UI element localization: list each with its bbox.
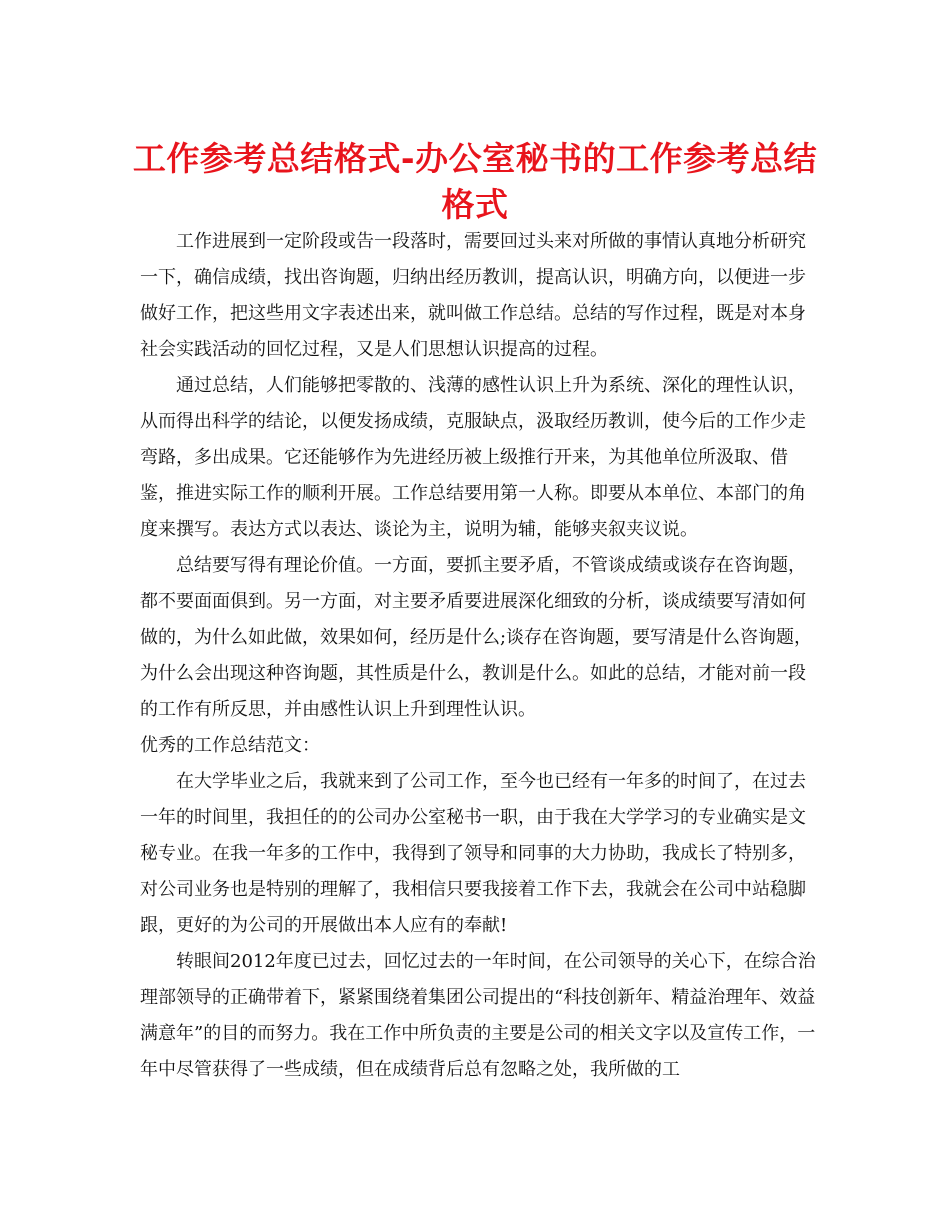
paragraph-3: 总结要写得有理论价值。一方面，要抓主要矛盾，不管谈成绩或谈存在咨询题，都不要面面俱到。另一方面，对主要矛盾要进展深化细致的分析，谈成绩要写清如何做的，为什么如此做，效果如何，经历是什么;谈存在咨询题，要写清是什么咨询题，为什么会出现这种咨询题，其性质是什么，教训是什么。如此的总结，才能对前一段的工作有所反思，并由感性认识上升到理性认识。 <box>140 555 813 720</box>
paragraph-5: 转眼间2012年度已过去，回忆过去的一年时间，在公司领导的关心下，在综合治理部领导的正确带着下，紧紧围绕着集团公司提出的“科技创新年、精益治理年、效益满意年”的目的而努力。我在工作中所负责的主要是公司的相关文字以及宣传工作，一年中尽管获得了一些成绩，但在成绩背后总有忽略之处，我所做的工 <box>140 951 816 1080</box>
section-heading: 优秀的工作总结范文： <box>140 735 320 756</box>
document-body <box>140 224 818 1088</box>
document-title: 工作参考总结格式-办公室秘书的工作参考总结格式 <box>132 139 818 224</box>
paragraph-1: 工作进展到一定阶段或告一段落时，需要回过头来对所做的事情认真地分析研究一下，确信成绩，找出咨询题，归纳出经历教训，提高认识，明确方向，以便进一步做好工作，把这些用文字表述出来，就叫做工作总结。总结的写作过程，既是对本身社会实践活动的回忆过程，又是人们思想认识提高的过程。 <box>140 231 806 360</box>
paragraph-2: 通过总结，人们能够把零散的、浅薄的感性认识上升为系统、深化的理性认识，从而得出科学的结论，以便发扬成绩，克服缺点，汲取经历教训，使今后的工作少走弯路，多出成果。它还能够作为先进经历被上级推行开来，为其他单位所汲取、借鉴，推进实际工作的顺利开展。工作总结要用第一人称。即要从本单位、本部门的角度来撰写。表达方式以表达、谈论为主，说明为辅，能够夹叙夹议说。 <box>140 375 806 540</box>
paragraph-4: 在大学毕业之后，我就来到了公司工作，至今也已经有一年多的时间了，在过去一年的时间里，我担任的的公司办公室秘书一职，由于我在大学学习的专业确实是文秘专业。在我一年多的工作中，我得到了领导和同事的大力协助，我成长了特别多，对公司业务也是特别的理解了，我相信只要我接着工作下去，我就会在公司中站稳脚跟，更好的为公司的开展做出本人应有的奉献! <box>140 771 806 936</box>
